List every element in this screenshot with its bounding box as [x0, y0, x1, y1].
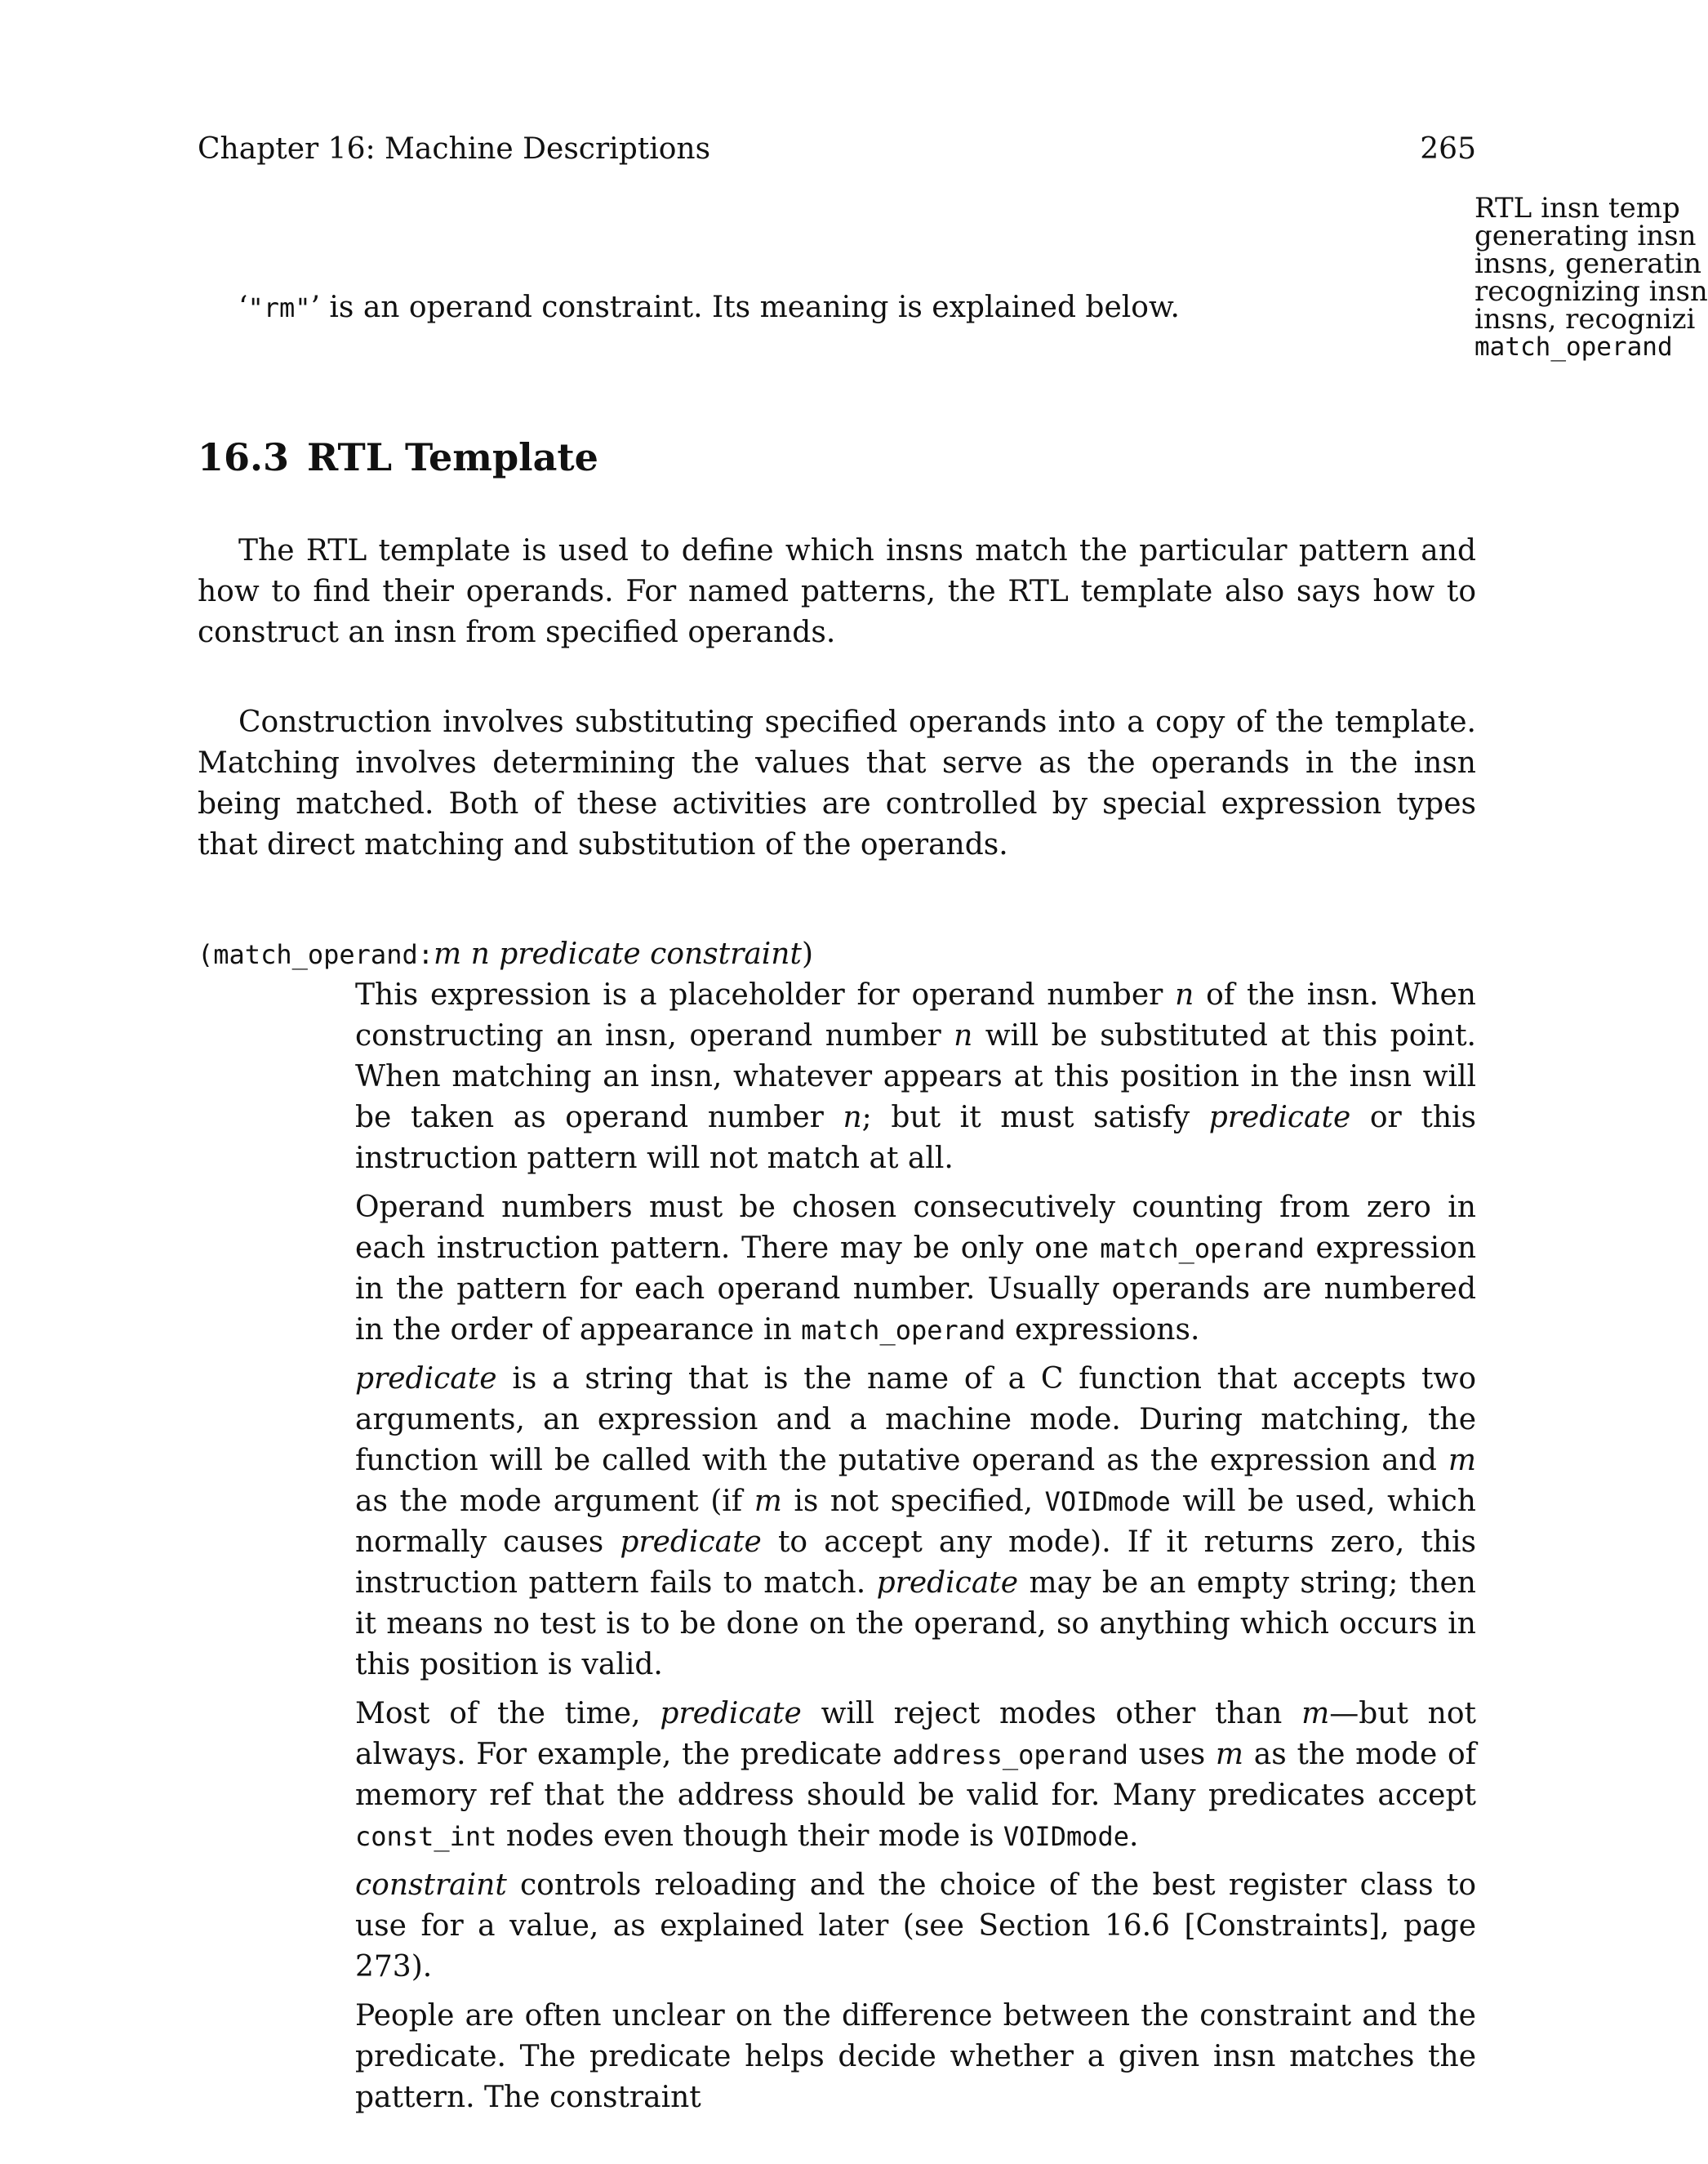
entry-args: m n predicate constraint: [433, 937, 802, 971]
italic-term: n: [954, 1019, 973, 1053]
text-run: People are often unclear on the difference between the constraint and the predicate. The predicate helps decide whether a given insn matches the pattern. The constraint: [355, 1999, 1476, 2114]
text-run: or this instruction pattern will not match at all.: [355, 1101, 1476, 1175]
section-number: 16.3: [198, 435, 290, 479]
index-entry: match_operand: [1474, 332, 1673, 362]
code-term: match_operand: [801, 1315, 1006, 1346]
text-run: .: [1129, 1819, 1139, 1853]
text-run: expression in the pattern for each operand number. Usually operands are numbered in the order of appearance in: [355, 1231, 1476, 1347]
description-paragraph: [355, 1996, 1476, 2118]
text-run: to accept any mode). If it returns zero, this instruction pattern fails to match.: [355, 1525, 1477, 1600]
entry-open: (match_operand:: [198, 939, 434, 970]
italic-term: constraint: [355, 1868, 507, 1902]
text-run: may be an empty string; then it means no test is to be done on the operand, so anything which occurs in this position is valid.: [355, 1566, 1476, 1681]
paragraph: The RTL template is used to define which insns match the particular pattern and how to find their operands. For named patterns, the RTL template also says how to construct an insn from specified operands.: [198, 534, 1476, 649]
code-term: match_operand: [1100, 1233, 1305, 1264]
description-paragraph: [355, 1865, 1476, 1988]
close-quote: ’: [310, 291, 320, 324]
italic-term: predicate: [1208, 1101, 1351, 1134]
intro-text: is an operand constraint. Its meaning is explained below.: [319, 291, 1180, 324]
text-run: uses: [1128, 1738, 1216, 1771]
text-run: Most of the time,: [355, 1697, 661, 1730]
code-term: address_operand: [892, 1739, 1129, 1770]
entry-description: [355, 975, 1476, 2126]
italic-term: m: [1215, 1738, 1244, 1771]
text-run: will be used, which normally causes: [355, 1485, 1476, 1559]
italic-term: predicate: [355, 1362, 497, 1396]
code-term: VOIDmode: [1003, 1821, 1130, 1852]
intro-line: [238, 287, 1180, 328]
text-run: This expression is a placeholder for operand number: [355, 978, 1176, 1012]
text-run: as the mode argument (if: [355, 1485, 754, 1518]
text-run: of the insn. When constructing an insn, operand number: [355, 978, 1476, 1053]
description-paragraph: [355, 1694, 1476, 1857]
index-entry: insns, generatin: [1474, 247, 1702, 280]
italic-term: m: [1448, 1444, 1476, 1477]
text-run: Operand numbers must be chosen consecutively counting from zero in each instruction pattern. There may be only one: [355, 1191, 1476, 1265]
text-run: is a string that is the name of a C function that accepts two arguments, an expression and a machine mode. During matching, the function will be called with the putative operand as the expression and: [355, 1362, 1476, 1477]
italic-term: predicate: [876, 1566, 1019, 1600]
description-paragraph: [355, 975, 1476, 1179]
italic-term: n: [1175, 978, 1194, 1012]
text-run: is not specified,: [781, 1485, 1045, 1518]
text-run: will reject modes other than: [801, 1697, 1302, 1730]
italic-term: predicate: [660, 1697, 802, 1730]
text-run: —but not always. For example, the predicate: [355, 1697, 1476, 1771]
index-entry: recognizing insn: [1474, 275, 1708, 308]
italic-term: m: [1301, 1697, 1330, 1730]
index-entry: insns, recognizi: [1474, 303, 1696, 336]
index-entry: generating insn: [1474, 220, 1697, 252]
text-run: expressions.: [1005, 1313, 1200, 1347]
text-run: controls reloading and the choice of the best register class to use for a value, as explained later (see Section 16.6 [Constraints], page 273).: [355, 1868, 1476, 1984]
text-run: nodes even though their mode is: [496, 1819, 1003, 1853]
code-term: const_int: [355, 1821, 497, 1852]
italic-term: m: [754, 1485, 782, 1518]
margin-index-entries: [1474, 192, 1708, 362]
constraint-code: "rm": [247, 292, 311, 323]
code-term: VOIDmode: [1044, 1486, 1171, 1517]
text-run: will be substituted at this point. When matching an insn, whatever appears at this position in the insn will be taken as operand number: [355, 1019, 1476, 1134]
section-title: RTL Template: [307, 435, 598, 479]
chapter-title: Chapter 16: Machine Descriptions: [198, 132, 711, 166]
italic-term: n: [843, 1101, 862, 1134]
running-head: [198, 129, 1476, 170]
text-run: as the mode of memory ref that the address should be valid for. Many predicates accept: [355, 1738, 1477, 1812]
italic-term: predicate: [620, 1525, 762, 1559]
entry-signature: [198, 934, 813, 975]
entry-close: ): [801, 937, 813, 971]
page-number: 265: [1420, 132, 1476, 166]
text-run: ; but it must satisfy: [861, 1101, 1209, 1134]
section-heading: [198, 433, 598, 482]
description-paragraph: [355, 1359, 1476, 1685]
open-quote: ‘: [238, 291, 248, 324]
paragraph: Construction involves substituting specified operands into a copy of the template. Matching involves determining the values that serve as the operands in the insn being matched. Both of these activities are controlled by special expression types that direct matching and substitution of the operands.: [198, 706, 1476, 862]
index-entry: RTL insn temp: [1474, 192, 1680, 225]
description-paragraph: [355, 1187, 1476, 1351]
